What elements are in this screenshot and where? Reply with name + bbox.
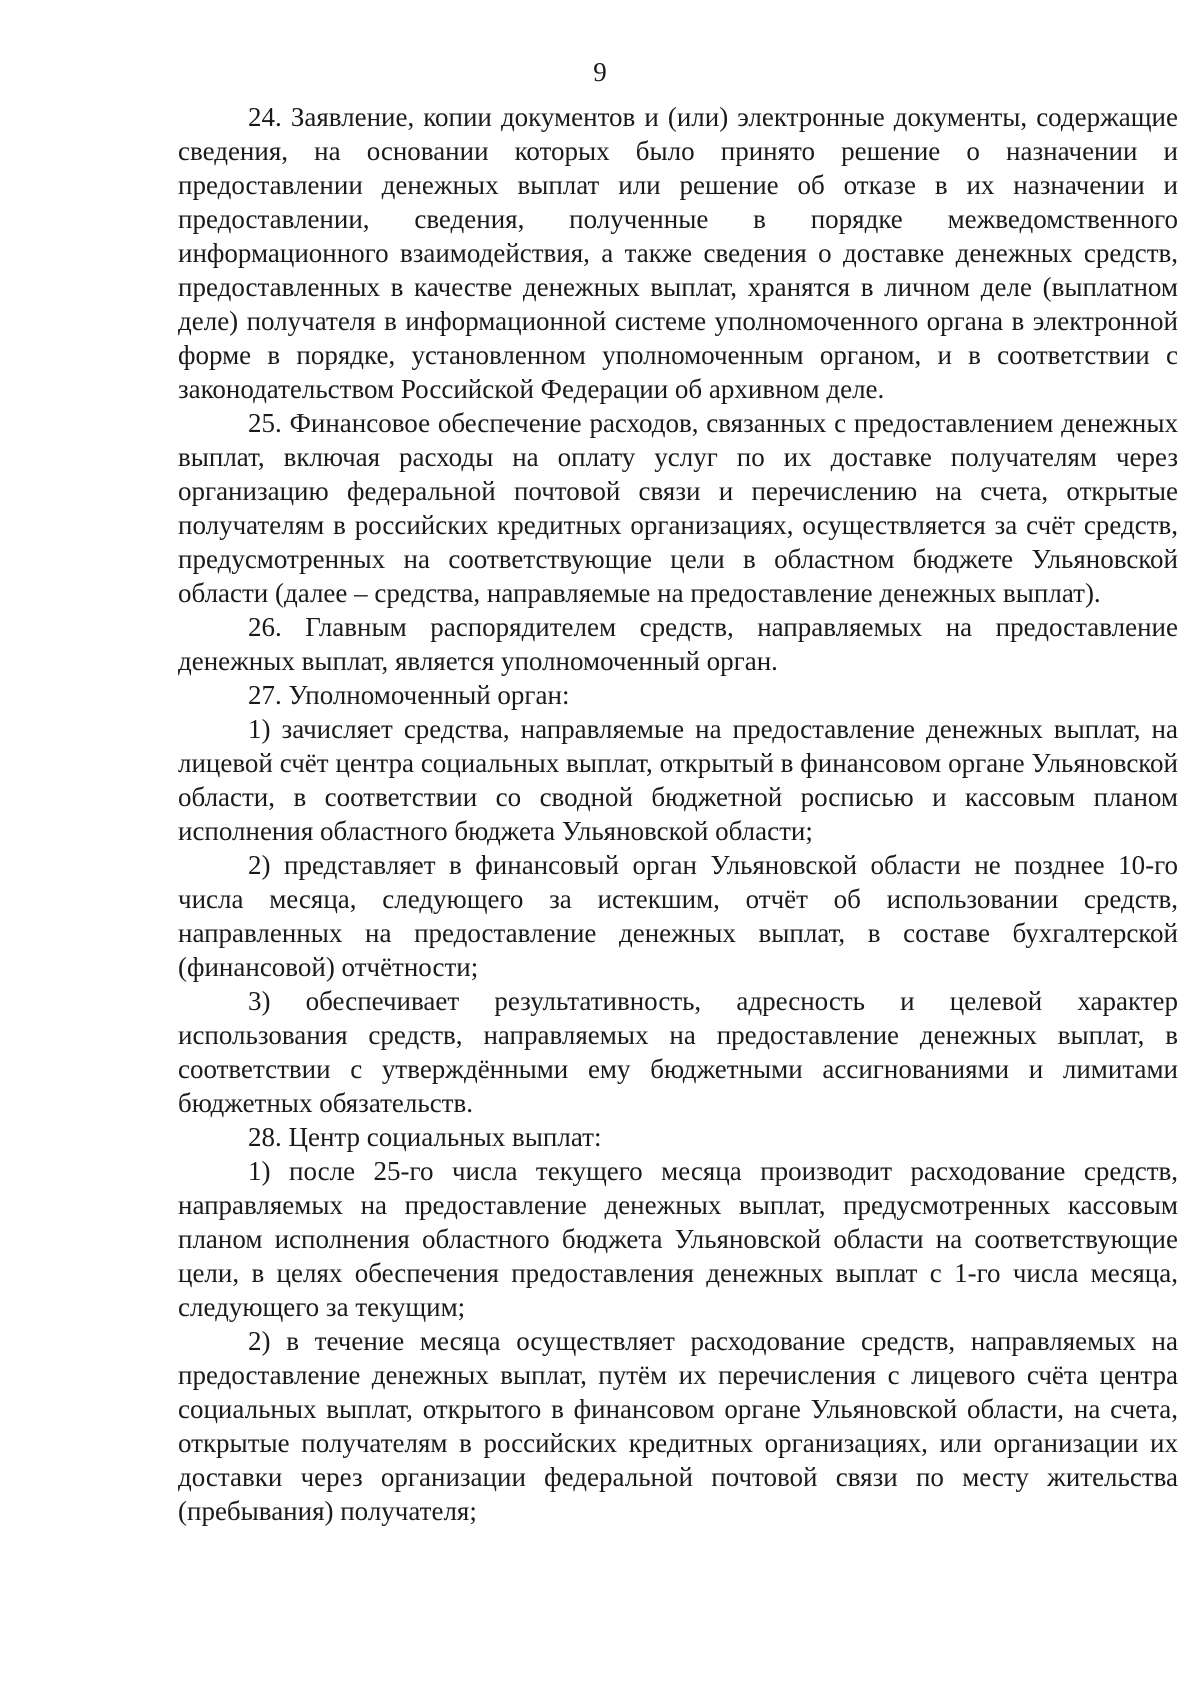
paragraph-27-item-3: 3) обеспечивает результативность, адресность и целевой характер использования средств, направляемых на предоставление денежных выплат, в соответствии с утверждёнными ему бюджетными ассигнованиями и лимитами бюджетных обязательств. — [178, 986, 1178, 1118]
paragraph-24: 24. Заявление, копии документов и (или) электронные документы, содержащие сведения, на основании которых было принято решение о назначении и предоставлении денежных выплат или решение об отказе в их назначении и предоставлении, сведения, полученные в порядке межведомственного информационного взаимодействия, а также сведения о доставке денежных средств, предоставленных в качестве денежных выплат, хранятся в личном деле (выплатном деле) получателя в информационной системе уполномоченного органа в электронной форме в порядке, установленном уполномоченным органом, и в соответствии с законодательством Российской Федерации об архивном деле. — [178, 102, 1178, 404]
page-number: 9 — [593, 57, 607, 87]
paragraph-28: 28. Центр социальных выплат: — [248, 1122, 602, 1152]
paragraph-28-item-2: 2) в течение месяца осуществляет расходование средств, направляемых на предоставление денежных выплат, путём их перечисления с лицевого счёта центра социальных выплат, открытого в финансовом органе Ульяновской области, на счета, открытые получателям в российских кредитных организациях, или организации их доставки через организации федеральной почтовой связи по месту жительства (пребывания) получателя; — [178, 1326, 1178, 1526]
paragraph-27: 27. Уполномоченный орган: — [248, 680, 570, 710]
paragraph-27-item-1: 1) зачисляет средства, направляемые на предоставление денежных выплат, на лицевой счёт центра социальных выплат, открытый в финансовом органе Ульяновской области, в соответствии со сводной бюджетной росписью и кассовым планом исполнения областного бюджета Ульяновской области; — [178, 714, 1178, 846]
paragraph-25: 25. Финансовое обеспечение расходов, связанных с предоставлением денежных выплат, включая расходы на оплату услуг по их доставке получателям через организацию федеральной почтовой связи и перечислению на счета, открытые получателям в российских кредитных организациях, осуществляется за счёт средств, предусмотренных на соответствующие цели в областном бюджете Ульяновской области (далее – средства, направляемые на предоставление денежных выплат). — [178, 408, 1178, 608]
document-body — [178, 100, 1178, 1528]
paragraph-27-item-2: 2) представляет в финансовый орган Ульяновской области не позднее 10-го числа месяца, следующего за истекшим, отчёт об использовании средств, направленных на предоставление денежных выплат, в составе бухгалтерской (финансовой) отчётности; — [178, 850, 1178, 982]
paragraph-28-item-1: 1) после 25-го числа текущего месяца производит расходование средств, направляемых на предоставление денежных выплат, предусмотренных кассовым планом исполнения областного бюджета Ульяновской области на соответствующие цели, в целях обеспечения предоставления денежных выплат с 1-го числа месяца, следующего за текущим; — [178, 1156, 1178, 1322]
paragraph-26: 26. Главным распорядителем средств, направляемых на предоставление денежных выплат, является уполномоченный орган. — [178, 612, 1178, 676]
